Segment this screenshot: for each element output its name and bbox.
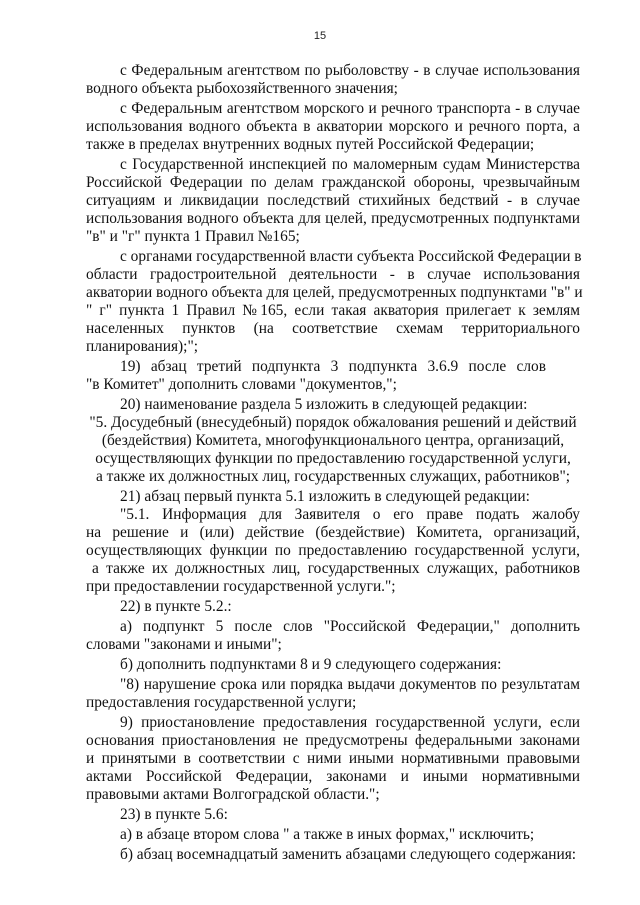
text-line: при предоставлении государственной услуги.";: [86, 578, 396, 595]
text-line: словами "законами и иными";: [86, 636, 282, 653]
text-line: правовыми актами Волгоградской области.";: [86, 786, 380, 803]
text-line: 9) приостановление предоставления государственной услуги, если: [120, 714, 580, 731]
text-line: осуществляющих функции по предоставлению государственной услуги,: [95, 450, 571, 467]
text-line: области градостроительной деятельности - в случае использования: [86, 266, 580, 283]
text-line: а также их должностных лиц, государственных служащих, работников";: [95, 468, 571, 485]
text-line: 20) наименование раздела 5 изложить в следующей редакции:: [120, 396, 528, 413]
text-line: "8) нарушение срока или порядка выдачи документов по результатам: [120, 676, 580, 693]
text-line: а) подпункт 5 после слов "Российской Федерации," дополнить: [120, 618, 580, 635]
text-line: на решение и (или) действие (бездействие) Комитета, организаций,: [86, 524, 580, 541]
text-line: планирования);";: [86, 338, 199, 355]
text-line: использования водного объекта в акватории морского и речного порта, а: [86, 118, 580, 135]
text-line: осуществляющих функции по предоставлению государственной услуги,: [86, 542, 580, 559]
text-line: (бездействия) Комитета, многофункционального центра, организаций,: [101, 432, 565, 449]
text-line: б) абзац восемнадцатый заменить абзацами следующего содержания:: [120, 846, 577, 863]
text-line: 22) в пункте 5.2.:: [120, 598, 232, 615]
text-line: также в пределах внутренних водных путей Российской Федерации;: [86, 136, 535, 153]
text-line: 21) абзац первый пункта 5.1 изложить в следующей редакции:: [120, 488, 530, 505]
text-line: с Федеральным агентством морского и речного транспорта - в случае: [120, 100, 580, 117]
text-line: "5. Досудебный (внесудебный) порядок обжалования решений и действий: [89, 414, 577, 431]
text-line: Российской Федерации по делам гражданской обороны, чрезвычайным: [86, 174, 580, 191]
text-line: " г" пункта 1 Правил №165, если такая акватория прилегает к землям: [86, 302, 580, 319]
text-line: использования водного объекта для целей, предусмотренных подпунктами: [86, 210, 580, 227]
text-line: с Государственной инспекцией по маломерным судам Министерства: [120, 156, 580, 173]
page-number: 15: [313, 30, 327, 42]
text-line: основания приостановления не предусмотрены федеральными законами: [86, 732, 580, 749]
text-line: 23) в пункте 5.6:: [120, 806, 228, 823]
text-line: "5.1. Информация для Заявителя о его праве подать жалобу: [120, 506, 580, 523]
text-line: ситуациям и ликвидации последствий стихийных бедствий - в случае: [86, 192, 580, 209]
text-line: предоставления государственной услуги;: [86, 694, 357, 711]
text-line: акватории водного объекта для целей, предусмотренных подпунктами "в" и: [86, 284, 583, 301]
text-line: "в" и "г" пункта 1 Правил №165;: [86, 228, 300, 245]
text-line: а также их должностных лиц, государственных служащих, работников: [92, 560, 580, 577]
text-line: с органами государственной власти субъекта Российской Федерации в: [120, 248, 582, 265]
text-line: с Федеральным агентством по рыболовству - в случае использования: [120, 62, 580, 79]
text-line: и принятыми в соответствии с ними иными нормативными правовыми: [86, 750, 580, 767]
text-line: актами Российской Федерации, законами и иными нормативными: [86, 768, 580, 785]
text-line: а) в абзаце втором слова " а также в иных формах," исключить;: [120, 826, 535, 843]
text-line: населенных пунктов (на соответствие схемам территориального: [86, 320, 580, 337]
text-line: водного объекта рыбохозяйственного значения;: [86, 80, 398, 97]
text-line: 19) абзац третий подпункта 3 подпункта 3.6.9 после слов: [120, 358, 546, 375]
text-line: "в Комитет" дополнить словами "документов,";: [86, 376, 397, 393]
text-line: б) дополнить подпунктами 8 и 9 следующего содержания:: [120, 656, 502, 673]
